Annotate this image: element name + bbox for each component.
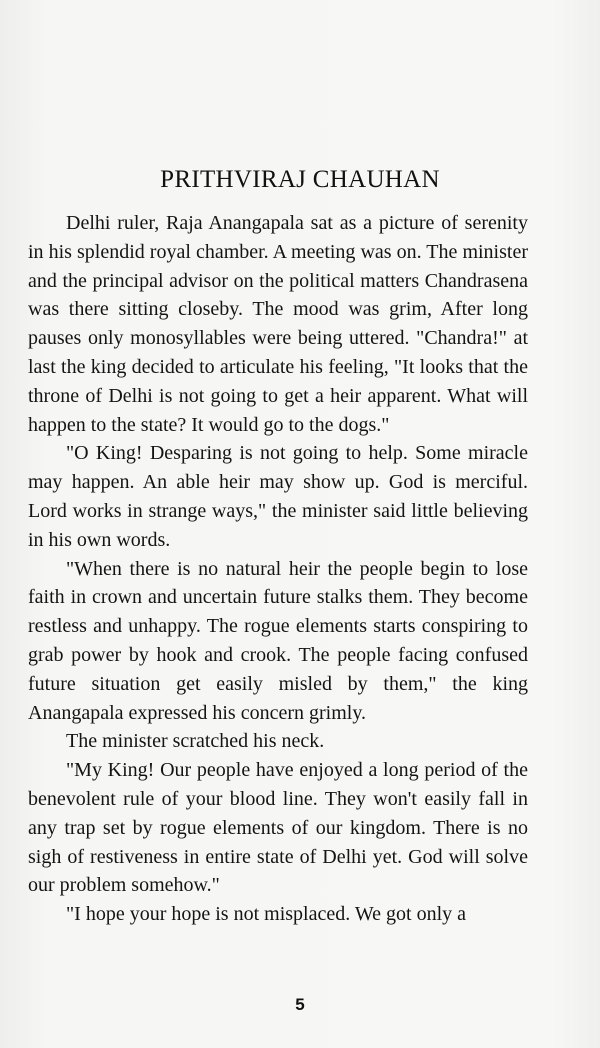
paragraph: The minister scratched his neck. xyxy=(66,730,325,753)
chapter-title: PRITHVIRAJ CHAUHAN xyxy=(160,166,440,193)
page-number: 5 xyxy=(295,995,305,1014)
paragraph: Delhi ruler, Raja Anangapala sat as a picture of serenity in his splendid royal chamber. A meeting was on. The minister and the principal advisor on the political matters Chandrasena was there sitting closeby. The mood was grim, After long pauses only monosyllables were being uttered. "Chandra!" at last the king decided to articulate his feeling, "It looks that the throne of Delhi is not going to get a heir apparent. What will happen to the state? It would go to the dogs." xyxy=(28,212,528,436)
paragraph: "When there is no natural heir the people begin to lose faith in crown and uncertain future stalks them. They become restless and unhappy. The rogue elements starts conspiring to grab power by hook and crook. The people facing confused future situation get easily misled by them," the king Anangapala expressed his concern grimly. xyxy=(28,557,528,724)
paragraph: "My King! Our people have enjoyed a long period of the benevolent rule of your blood line. They won't easily fall in any trap set by rogue elements of our kingdom. There is no sigh of restiveness in entire state of Delhi yet. God will solve our problem somehow." xyxy=(28,759,528,897)
body-text xyxy=(28,209,528,929)
paragraph: "I hope your hope is not misplaced. We got only a xyxy=(66,903,466,926)
paragraph: "O King! Desparing is not going to help. Some miracle may happen. An able heir may show up. God is merciful. Lord works in strange ways," the minister said little believing in his own words. xyxy=(28,442,528,551)
